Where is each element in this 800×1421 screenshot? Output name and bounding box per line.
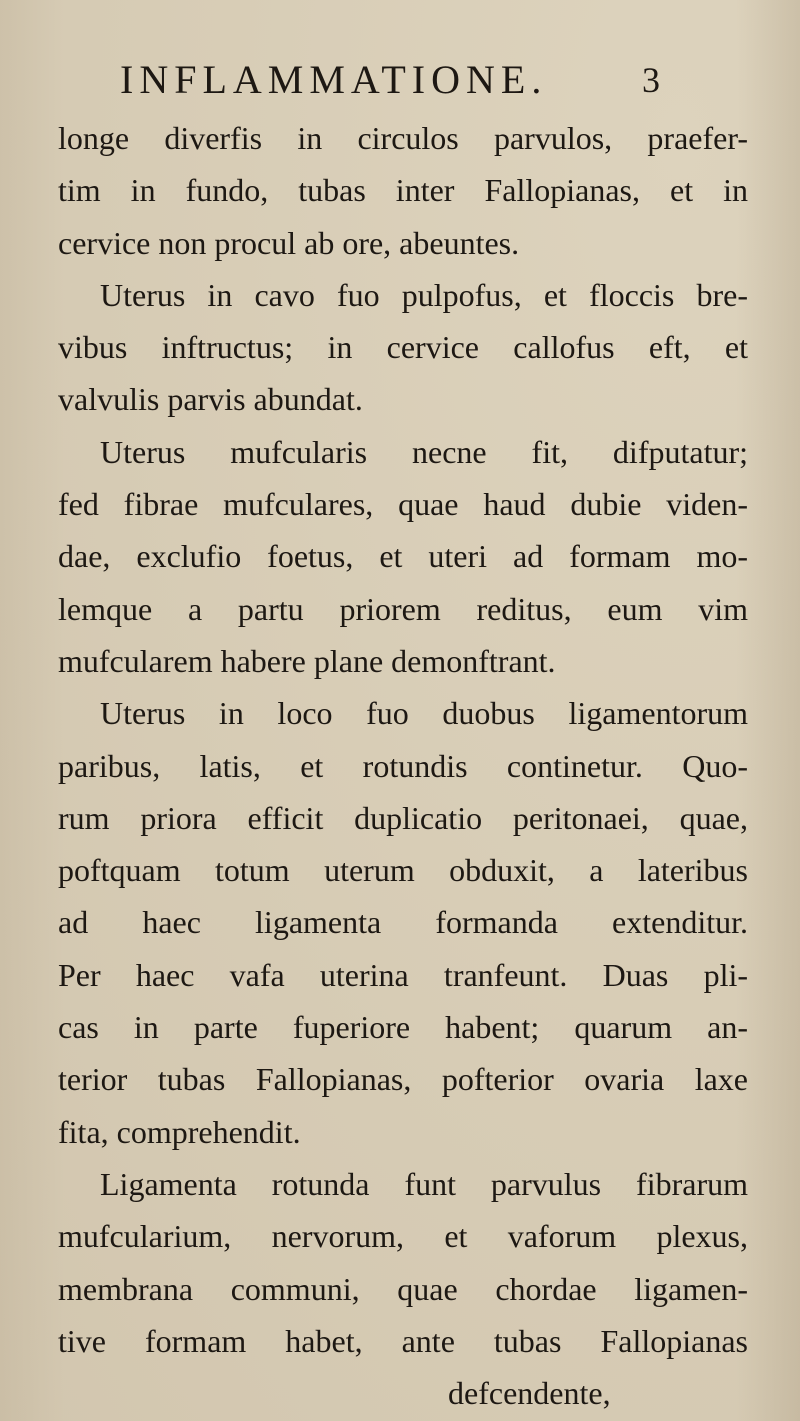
text-line: membrana communi, quae chordae ligamen-: [58, 1270, 748, 1307]
text-line: ad haec ligamenta formanda extenditur.: [58, 904, 748, 941]
text-line: fed fibrae mufculares, quae haud dubie viden-: [58, 486, 748, 523]
paragraph-start-line: Uterus mufcularis necne fit, difputatur;: [100, 433, 748, 470]
text-line: Per haec vafa uterina tranfeunt. Duas pli-: [58, 956, 748, 993]
text-line: cas in parte fuperiore habent; quarum an-: [58, 1009, 748, 1046]
text-line: mufcularem habere plane demonftrant.: [58, 642, 556, 679]
text-line: fita, comprehendit.: [58, 1113, 301, 1150]
paragraph-start-line: Uterus in cavo fuo pulpofus, et floccis bre-: [100, 276, 748, 313]
text-line: paribus, latis, et rotundis continetur. Quo-: [58, 747, 748, 784]
text-line: mufcularium, nervorum, et vaforum plexus,: [58, 1218, 748, 1255]
page-number: 3: [642, 60, 660, 100]
text-line: tim in fundo, tubas inter Fallopianas, et in: [58, 172, 748, 209]
running-head: [120, 57, 660, 110]
text-line: rum priora efficit duplicatio peritonaei, quae,: [58, 799, 748, 836]
catchword-line: defcendente,: [448, 1375, 611, 1412]
text-line: terior tubas Fallopianas, pofterior ovaria laxe: [58, 1061, 748, 1098]
text-line: valvulis parvis abundat.: [58, 381, 363, 418]
text-line: poftquam totum uterum obduxit, a lateribus: [58, 852, 748, 889]
running-title: INFLAMMATIONE.: [120, 57, 548, 102]
text-line: tive formam habet, ante tubas Fallopianas: [58, 1322, 748, 1359]
body-text: [58, 112, 748, 1419]
text-line: lemque a partu priorem reditus, eum vim: [58, 590, 748, 627]
paragraph-start-line: Ligamenta rotunda funt parvulus fibrarum: [100, 1165, 748, 1202]
paragraph-start-line: Uterus in loco fuo duobus ligamentorum: [100, 695, 748, 732]
text-line: cervice non procul ab ore, abeuntes.: [58, 224, 520, 261]
text-line: vibus inftructus; in cervice callofus eft, et: [58, 329, 748, 366]
text-line: longe diverfis in circulos parvulos, praefer-: [58, 120, 748, 156]
text-line: dae, exclufio foetus, et uteri ad formam mo-: [58, 538, 748, 575]
